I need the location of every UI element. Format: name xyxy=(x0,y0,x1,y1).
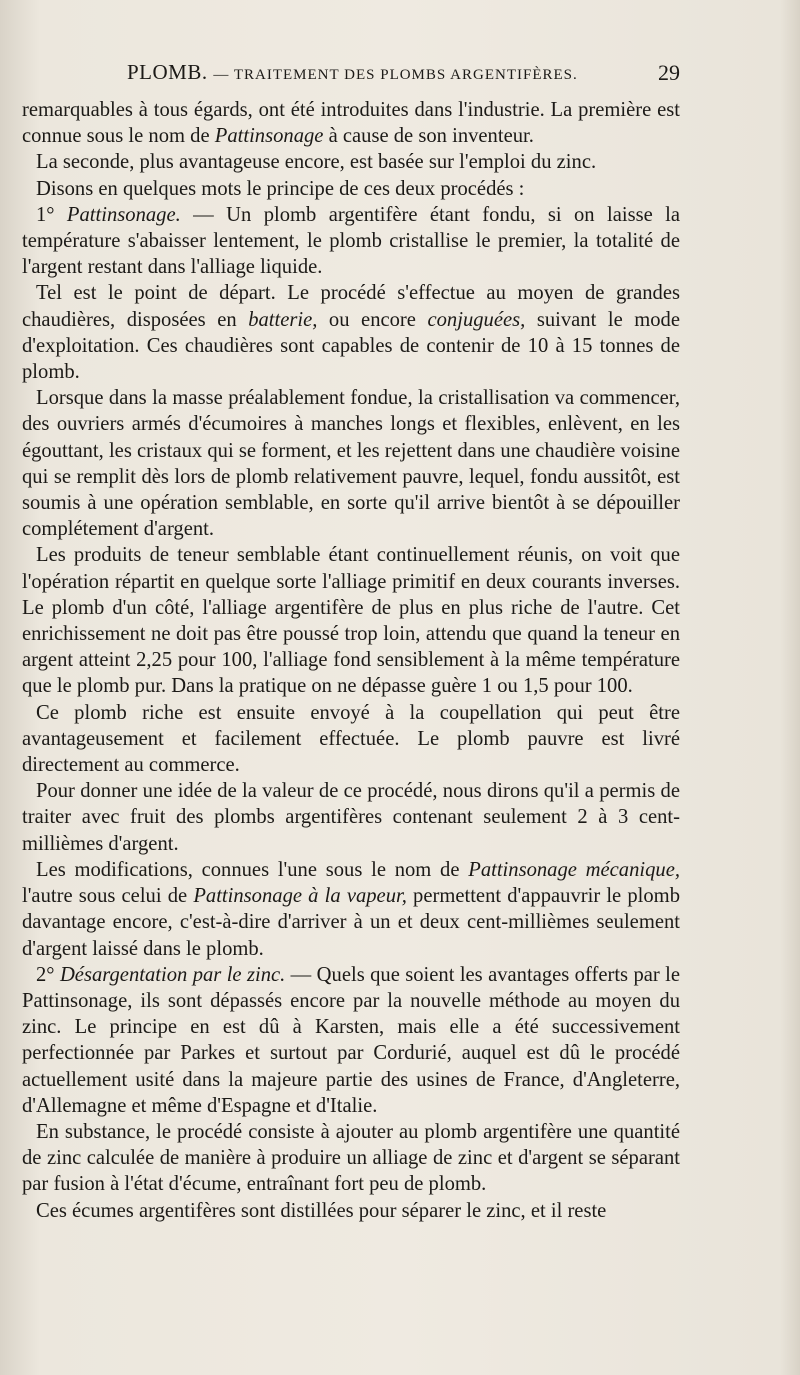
text-run: — Un plomb argentifère étant fondu, si on laisse la température s'abaisser lentement, le plomb cristallise le premier, la totalité de l'argent restant dans l'alliage liquide. xyxy=(22,203,680,279)
text-run: Pour donner une idée de la valeur de ce procédé, nous dirons qu'il a permis de traiter avec fruit des plombs argentifères contenant seulement 2 à 3 cent-millièmes d'argent. xyxy=(22,780,680,855)
italic-term: Pattinsonage à la vapeur, xyxy=(193,885,407,908)
text-run: En substance, le procédé consiste à ajouter au plomb argentifère une quantité de zinc calculée de manière à produire un alliage de zinc et d'argent se séparant par fusion à l'état d'écume, entraînant fort peu de plomb. xyxy=(22,1120,680,1196)
italic-term: Pattinsonage mécanique, xyxy=(468,858,681,881)
text-run: Disons en quelques mots le principe de ces deux procédés : xyxy=(36,177,525,200)
text-run: à cause de son inventeur. xyxy=(323,125,534,148)
text-run: l'autre sous celui de xyxy=(22,885,194,908)
running-title-main: PLOMB. xyxy=(127,60,208,84)
text-run: Lorsque dans la masse préalablement fondue, la cristallisation va commencer, des ouvriers armés d'écumoires à manches longs et flexibles, enlèvent, en les égouttant, les cristaux qui se forment, et les rejettent dans une chaudière voisine qui se remplit dès lors de plomb relativement pauvre, lequel, fondu aussitôt, est soumis à une opération semblable, en sorte qu'il arrive bientôt à se dépouiller complétement d'argent. xyxy=(22,387,680,541)
text-run: 1° xyxy=(36,203,67,226)
paragraph-p1 xyxy=(22,97,680,149)
text-run: Les modifications, connues l'une sous le nom de xyxy=(36,858,469,881)
text-run: remarquables à tous égards, ont été introduites dans l'industrie. La première est connue sous le nom de xyxy=(22,99,680,148)
paragraph-p2 xyxy=(22,149,680,175)
italic-term: Pattinsonage. xyxy=(66,203,181,226)
paragraph-p7 xyxy=(22,542,680,699)
paragraph-p12 xyxy=(22,1119,680,1198)
paragraph-p3 xyxy=(22,176,680,202)
paragraph-p9 xyxy=(22,778,680,857)
paragraph-p11 xyxy=(22,962,680,1119)
paragraph-p13 xyxy=(22,1198,680,1224)
text-run: Ces écumes argentifères sont distillées pour séparer le zinc, et il reste xyxy=(36,1199,607,1222)
paragraph-p6 xyxy=(22,385,680,542)
paragraph-p8 xyxy=(22,700,680,779)
paragraph-p4 xyxy=(22,202,680,281)
italic-term: batterie, xyxy=(248,308,318,331)
text-run: suivant le mode d'exploitation. Ces chaudières sont capables de contenir de 10 à 15 tonnes de plomb. xyxy=(22,308,680,384)
running-title-sub: — TRAITEMENT DES PLOMBS ARGENTIFÈRES. xyxy=(213,67,578,83)
text-run: Tel est le point de départ. Le procédé s'effectue au moyen de grandes chaudières, disposées en xyxy=(22,282,680,331)
italic-term: Pattinsonage xyxy=(214,125,324,148)
running-header xyxy=(32,58,680,88)
paragraph-p10 xyxy=(22,857,680,962)
running-title xyxy=(127,60,578,85)
italic-term: conjuguées, xyxy=(427,308,526,331)
paragraph-p5 xyxy=(22,280,680,385)
body-text xyxy=(22,97,680,1224)
text-run: Ce plomb riche est ensuite envoyé à la coupellation qui peut être avantageusement et facilement effectuée. Le plomb pauvre est livré directement au commerce. xyxy=(22,701,680,777)
text-run: permettent d'appauvrir le plomb davantage encore, c'est-à-dire d'arriver à un et deux cent-millièmes seulement d'argent laissé dans le plomb. xyxy=(22,885,680,960)
text-run: — Quels que soient les avantages offerts par le Pattinsonage, ils sont dépassés encore par la nouvelle méthode au moyen du zinc. Le principe en est dû à Karsten, mais elle a été successivement perfectionnée par Parkes et surtout par Cordurié, auquel est dû le procédé actuellement usité dans la majeure partie des usines de France, d'Angleterre, d'Allemagne et même d'Espagne et d'Italie. xyxy=(22,963,680,1117)
text-run: ou encore xyxy=(317,308,428,331)
text-run: Les produits de teneur semblable étant continuellement réunis, on voit que l'opération répartit en quelque sorte l'alliage primitif en deux courants inverses. Le plomb d'un côté, l'alliage argentifère de plus en plus riche de l'autre. Cet enrichissement ne doit pas être poussé trop loin, attendu que quand la teneur en argent atteint 2,25 pour 100, l'alliage fond sensiblement à la même température que le plomb pur. Dans la pratique on ne dépasse guère 1 ou 1,5 pour 100. xyxy=(22,544,680,698)
italic-term: Désargentation par le zinc. xyxy=(59,963,286,986)
text-run: La seconde, plus avantageuse encore, est basée sur l'emploi du zinc. xyxy=(36,151,597,174)
text-run: 2° xyxy=(36,963,60,986)
page-number: 29 xyxy=(658,60,680,85)
